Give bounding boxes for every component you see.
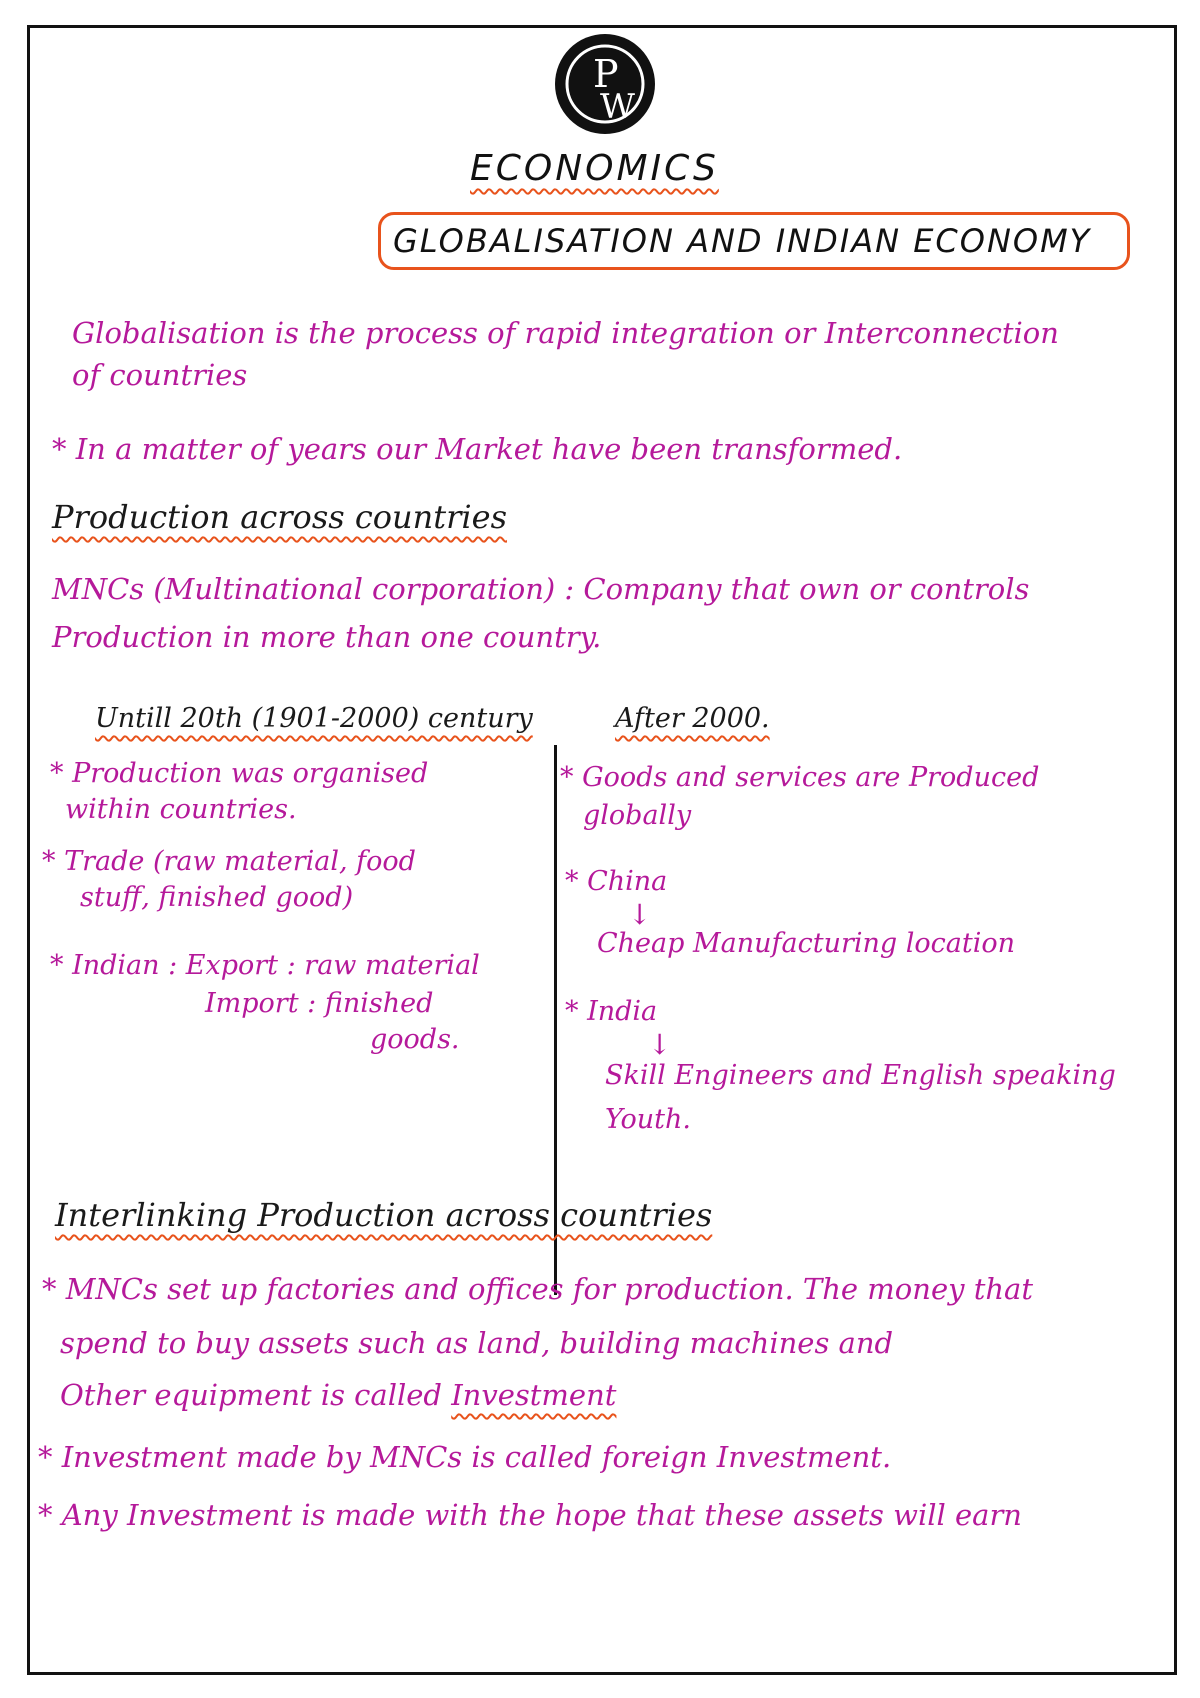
mnc-definition-line-2: Production in more than one country. (52, 620, 602, 654)
svg-text:P: P (593, 52, 619, 96)
investment-definition-prefix: Other equipment is called (60, 1378, 442, 1412)
left-point-3-line-3: goods. (370, 1024, 460, 1055)
right-point-3-desc-line-1: Skill Engineers and English speaking (605, 1060, 1116, 1091)
right-point-1-line-2: globally (583, 800, 692, 831)
chapter-title: GLOBALISATION AND INDIAN ECONOMY (393, 222, 1092, 260)
interlinking-point-1-line-3 (60, 1378, 616, 1412)
investment-term: Investment (451, 1378, 617, 1412)
subject-title: ECONOMICS (470, 148, 719, 189)
interlinking-heading: Interlinking Production across countries (55, 1196, 713, 1234)
definition-line-2: of countries (72, 358, 248, 392)
right-point-2-desc: Cheap Manufacturing location (597, 928, 1015, 959)
mnc-definition-line-1: MNCs (Multinational corporation) : Company that own or controls (52, 572, 1030, 606)
left-point-1-line-1: * Production was organised (50, 758, 429, 789)
right-point-2-country: * China (565, 866, 668, 897)
left-point-2-line-1: * Trade (raw material, food (42, 846, 416, 877)
left-point-3-line-1: * Indian : Export : raw material (50, 950, 480, 981)
right-point-3-country: * India (565, 996, 658, 1027)
definition-line-1: Globalisation is the process of rapid integration or Interconnection (72, 316, 1059, 350)
interlinking-point-1-line-1: * MNCs set up factories and offices for production. The money that (42, 1272, 1033, 1306)
production-heading: Production across countries (52, 498, 507, 536)
down-arrow-icon: ↓ (628, 898, 652, 931)
left-point-1-line-2: within countries. (65, 794, 297, 825)
right-column-heading: After 2000. (615, 703, 770, 734)
intro-point: * In a matter of years our Market have been transformed. (52, 432, 903, 466)
pw-logo-icon (553, 32, 657, 136)
down-arrow-icon: ↓ (648, 1028, 672, 1061)
interlinking-point-1-line-2: spend to buy assets such as land, building machines and (60, 1326, 894, 1360)
right-point-3-desc-line-2: Youth. (605, 1104, 691, 1135)
left-point-2-line-2: stuff, finished good) (80, 882, 354, 913)
interlinking-point-3: * Any Investment is made with the hope that these assets will earn (38, 1498, 1022, 1532)
left-point-3-line-2: Import : finished (205, 988, 434, 1019)
left-column-heading: Untill 20th (1901-2000) century (95, 703, 533, 734)
right-point-1-line-1: * Goods and services are Produced (560, 762, 1040, 793)
svg-text:W: W (600, 87, 635, 127)
interlinking-point-2: * Investment made by MNCs is called foreign Investment. (38, 1440, 892, 1474)
